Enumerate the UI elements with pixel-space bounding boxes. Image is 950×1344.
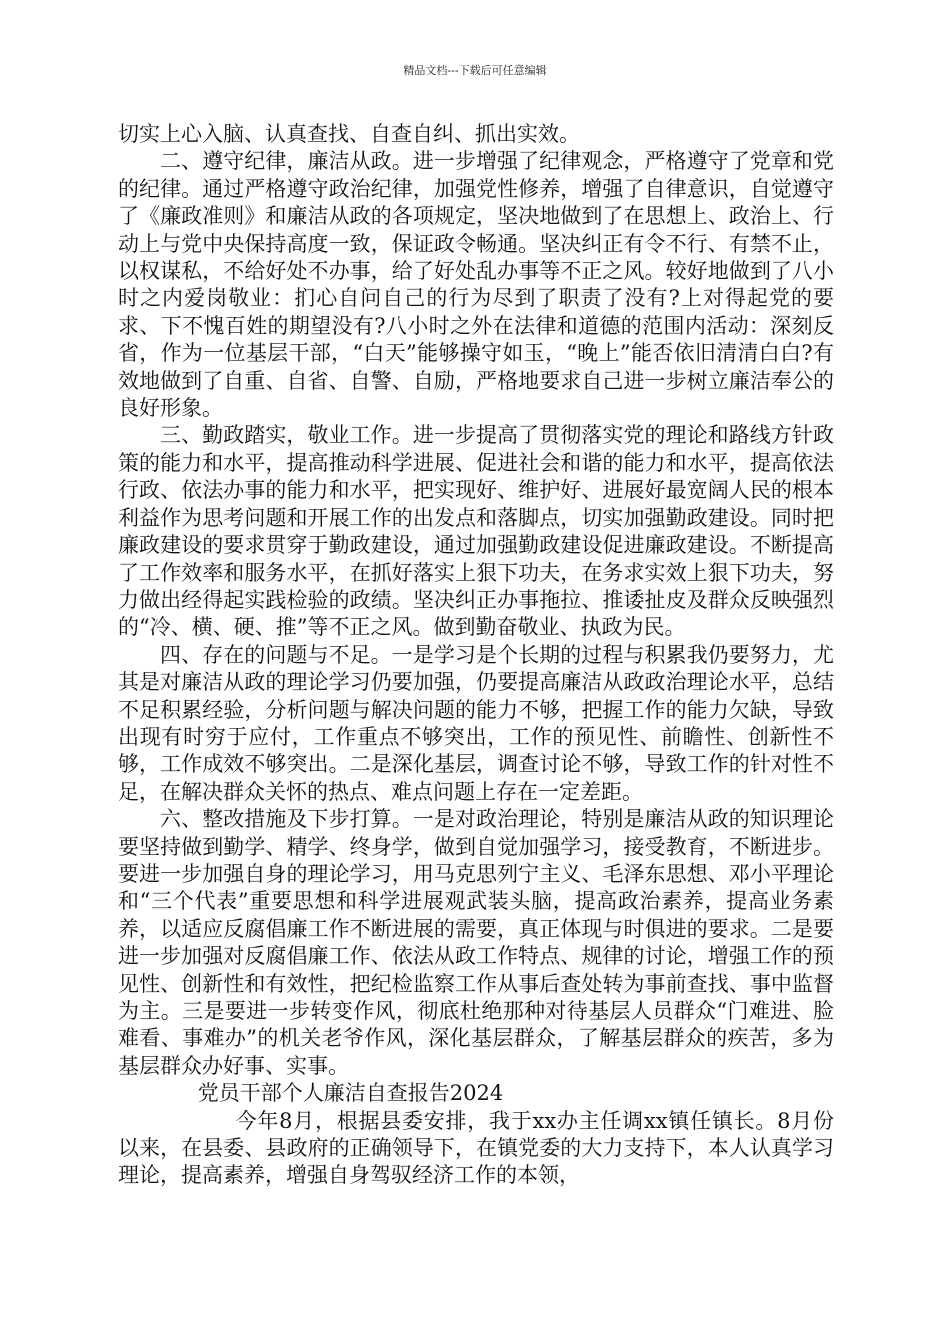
paragraph-problems: 四、存在的问题与不足。一是学习是个长期的过程与积累我仍要努力，尤其是对廉洁从政的理论学习仍要加强，仍要提高廉洁从政政治理论水平，总结不足积累经验，分析问题与解决问题的能力不够，把握工作的能力欠缺，导致出现有时穷于应付，工作重点不够突出，工作的预见性、前瞻性、创新性不够，工作成效不够突出。二是深化基层，调查讨论不够，导致工作的针对性不足，在解决群众关怀的热点、难点问题上存在一定差距。 [118, 642, 834, 804]
paragraph-report-intro: 今年8月，根据县委安排，我于xx办主任调xx镇任镇长。8月份以来，在县委、县政府的正确领导下，在镇党委的大力支持下，本人认真学习理论，提高素养，增强自身驾驭经济工作的本领， [118, 1108, 834, 1188]
paragraph-diligence: 三、勤政踏实，敬业工作。进一步提高了贯彻落实党的理论和路线方针政策的能力和水平，提高推动科学进展、促进社会和谐的能力和水平，提高依法行政、依法办事的能力和水平，把实现好、维护好、进展好最宽阔人民的根本利益作为思考问题和开展工作的出发点和落脚点，切实加强勤政建设。同时把廉政建设的要求贯穿于勤政建设，通过加强勤政建设促进廉政建设。不断提高了工作效率和服务水平，在抓好落实上狠下功夫，在务求实效上狠下功夫，努力做出经得起实践检验的政绩。坚决纠正办事拖拉、推诿扯皮及群众反映强烈的“冷、横、硬、推”等不正之风。做到勤奋敬业、执政为民。 [118, 423, 834, 640]
page-header: 精品文档---下载后可任意编辑 [403, 64, 547, 77]
paragraph-discipline: 二、遵守纪律，廉洁从政。进一步增强了纪律观念，严格遵守了党章和党的纪律。通过严格遵守政治纪律，加强党性修养，增强了自律意识，自觉遵守了《廉政准则》和廉洁从政的各项规定，坚决地做到了在思想上、政治上、行动上与党中央保持高度一致，保证政令畅通。坚决纠正有令不行、有禁不止，以权谋私，不给好处不办事，给了好处乱办事等不正之风。较好地做到了八小时之内爱岗敬业：扪心自问自己的行为尽到了职责了没有?上对得起党的要求、下不愧百姓的期望没有?八小时之外在法律和道德的范围内活动：深刻反省，作为一位基层干部，“白天”能够操守如玉，“晚上”能否依旧清清白白?有效地做到了自重、自省、自警、自励，严格地要求自己进一步树立廉洁奉公的良好形象。 [118, 149, 834, 421]
report-title: 党员干部个人廉洁自查报告2024 [197, 1081, 504, 1106]
paragraph-continuation: 切实上心入脑、认真查找、自查自纠、抓出实效。 [118, 122, 580, 146]
document-body [118, 121, 834, 1190]
paragraph-rectification: 六、整改措施及下步打算。一是对政治理论，特别是廉洁从政的知识理论要坚持做到勤学、精学、终身学，做到自觉加强学习，接受教育，不断进步。要进一步加强自身的理论学习，用马克思列宁主义、毛泽东思想、邓小平理论和“三个代表”重要思想和科学进展观武装头脑，提高政治素养，提高业务素养，以适应反腐倡廉工作不断进展的需要，真正体现与时俱进的要求。二是要进一步加强对反腐倡廉工作、依法从政工作特点、规律的讨论，增强工作的预见性、创新性和有效性，把纪检监察工作从事后查处转为事前查找、事中监督为主。三是要进一步转变作风，彻底杜绝那种对待基层人员群众“门难进、脸难看、事难办”的机关老爷作风，深化基层群众，了解基层群众的疾苦，多为基层群众办好事、实事。 [118, 807, 834, 1078]
